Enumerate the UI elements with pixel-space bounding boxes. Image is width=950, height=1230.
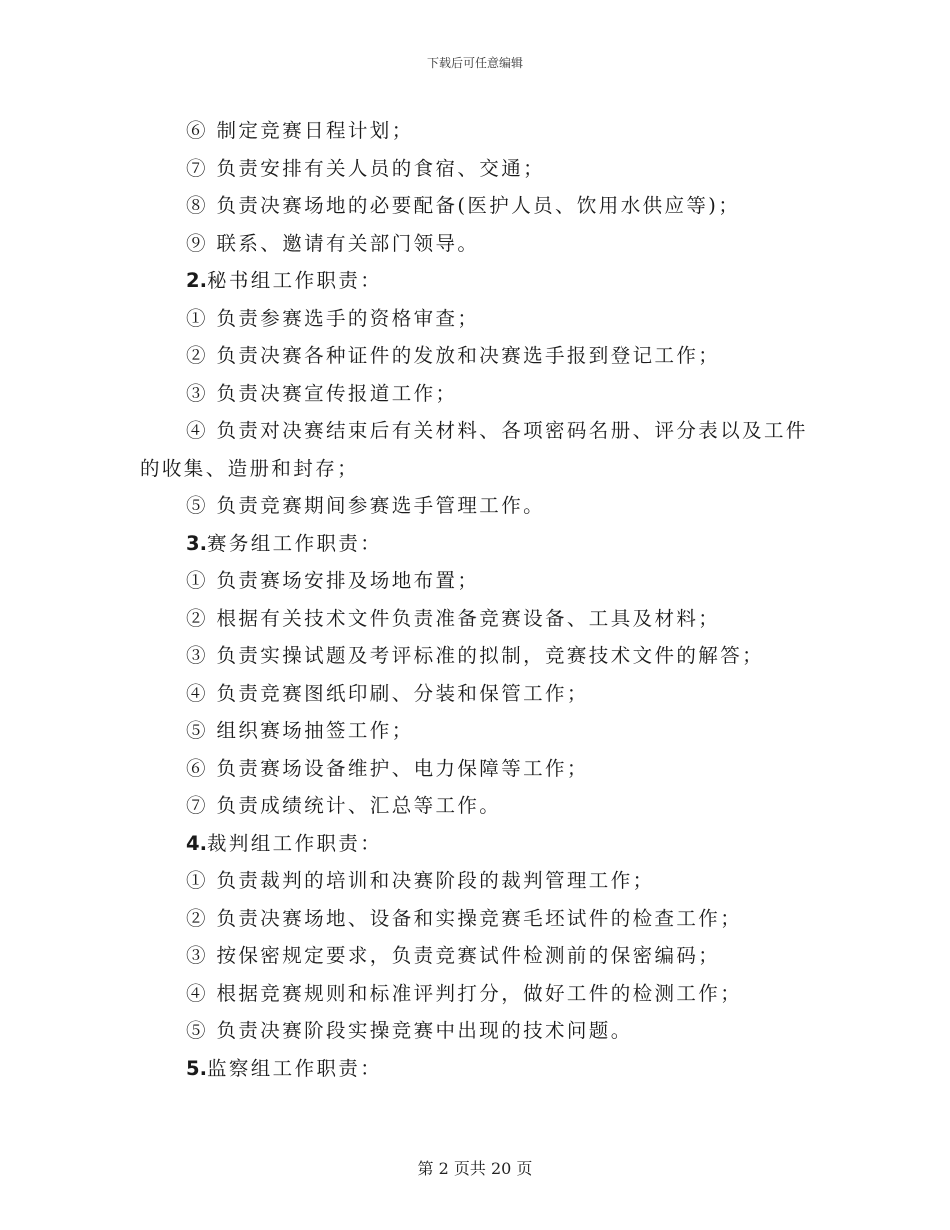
section-heading	[140, 525, 810, 563]
list-item: ④ 负责竞赛图纸印刷、分装和保管工作；	[186, 681, 589, 705]
list-item: ① 负责裁判的培训和决赛阶段的裁判管理工作；	[186, 869, 655, 892]
list-item: ⑤ 组织赛场抽签工作；	[186, 719, 414, 742]
list-item: ③ 负责实操试题及考评标准的拟制，竞赛技术文件的解答；	[186, 644, 764, 667]
section-number: 4.	[186, 831, 207, 855]
section-heading	[140, 825, 810, 863]
section-heading	[140, 262, 810, 300]
list-item: ⑤ 负责决赛阶段实操竞赛中出现的技术问题。	[186, 1019, 633, 1042]
list-item: ⑦ 负责安排有关人员的食宿、交通；	[186, 156, 545, 180]
list-item: ① 负责赛场安排及场地布置；	[186, 569, 480, 592]
list-item: ⑤ 负责竞赛期间参赛选手管理工作。	[186, 494, 545, 517]
document-body	[140, 112, 810, 1087]
page-number-footer: 第 2 页共 20 页	[417, 1159, 533, 1178]
page-header-note: 下载后可任意编辑	[426, 56, 523, 70]
section-number: 3.	[186, 531, 207, 555]
list-item: ② 负责决赛场地、设备和实操竞赛毛坯试件的检查工作；	[186, 906, 743, 930]
list-item: ⑨ 联系、邀请有关部门领导。	[186, 231, 480, 255]
section-title: 裁判组工作职责：	[206, 831, 383, 855]
section-heading	[140, 1050, 810, 1088]
list-item: ② 负责决赛各种证件的发放和决赛选手报到登记工作；	[186, 344, 721, 367]
section-title: 监察组工作职责：	[206, 1056, 383, 1080]
list-item: ④ 负责对决赛结束后有关材料、各项密码名册、评分表以及工件的收集、造册和封存；	[140, 419, 808, 480]
list-item: ⑥ 制定竞赛日程计划；	[186, 119, 414, 142]
section-title: 秘书组工作职责：	[206, 269, 383, 292]
list-item: ③ 负责决赛宣传报道工作；	[186, 381, 458, 405]
list-item: ② 根据有关技术文件负责准备竞赛设备、工具及材料；	[186, 606, 721, 630]
list-item: ⑧ 负责决赛场地的必要配备(医护人员、饮用水供应等)；	[186, 194, 741, 217]
list-item: ⑦ 负责成绩统计、汇总等工作。	[186, 794, 502, 817]
section-title: 赛务组工作职责：	[206, 531, 383, 555]
list-item: ③ 按保密规定要求，负责竞赛试件检测前的保密编码；	[186, 944, 721, 967]
list-item: ① 负责参赛选手的资格审查；	[186, 306, 480, 330]
list-item: ④ 根据竞赛规则和标准评判打分，做好工件的检测工作；	[186, 981, 743, 1005]
section-number: 2.	[186, 269, 207, 292]
section-number: 5.	[186, 1056, 207, 1080]
list-item: ⑥ 负责赛场设备维护、电力保障等工作；	[186, 756, 589, 780]
